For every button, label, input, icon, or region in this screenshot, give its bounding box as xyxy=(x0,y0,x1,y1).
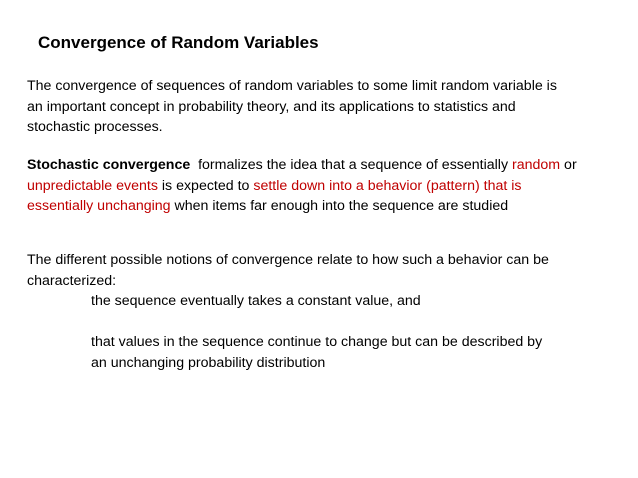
settle-down-highlight: settle down into a behavior (pattern) that is xyxy=(253,177,522,194)
stochastic-line-1 xyxy=(27,155,617,176)
stochastic-line-2-text: is expected to xyxy=(157,177,254,194)
notion-item-distribution-line-1: that values in the sequence continue to change but can be described by xyxy=(91,334,543,350)
notions-line-2: characterized: xyxy=(27,272,117,289)
stochastic-line-1-text: formalizes the idea that a sequence of essentially xyxy=(190,157,512,173)
intro-line-3: stochastic processes. xyxy=(27,119,163,135)
notions-line-1: The different possible notions of convergence relate to how such a behavior can be xyxy=(27,252,549,268)
notion-item-constant: the sequence eventually takes a constant value, and xyxy=(91,293,421,309)
stochastic-line-3 xyxy=(27,196,617,217)
intro-paragraph xyxy=(27,76,617,138)
stochastic-line-2 xyxy=(27,176,617,197)
intro-line-1: The convergence of sequences of random variables to some limit random variable is xyxy=(27,78,557,94)
random-highlight: random xyxy=(512,157,561,173)
intro-line-2: an important concept in probability theory, and its applications to statistics and xyxy=(27,98,516,115)
unpredictable-events-highlight: unpredictable events xyxy=(27,177,158,194)
unchanging-highlight: essentially unchanging xyxy=(27,198,171,214)
stochastic-line-3-text: when items far enough into the sequence are studied xyxy=(170,198,509,214)
slide-title: Convergence of Random Variables xyxy=(38,33,319,52)
notion-item-distribution-line-2: an unchanging probability distribution xyxy=(91,354,326,371)
spacer xyxy=(27,312,617,333)
stochastic-convergence-paragraph xyxy=(27,155,617,217)
stochastic-convergence-term: Stochastic convergence xyxy=(27,157,191,173)
stochastic-line-1-tail: or xyxy=(560,157,577,173)
notions-paragraph xyxy=(27,250,617,373)
